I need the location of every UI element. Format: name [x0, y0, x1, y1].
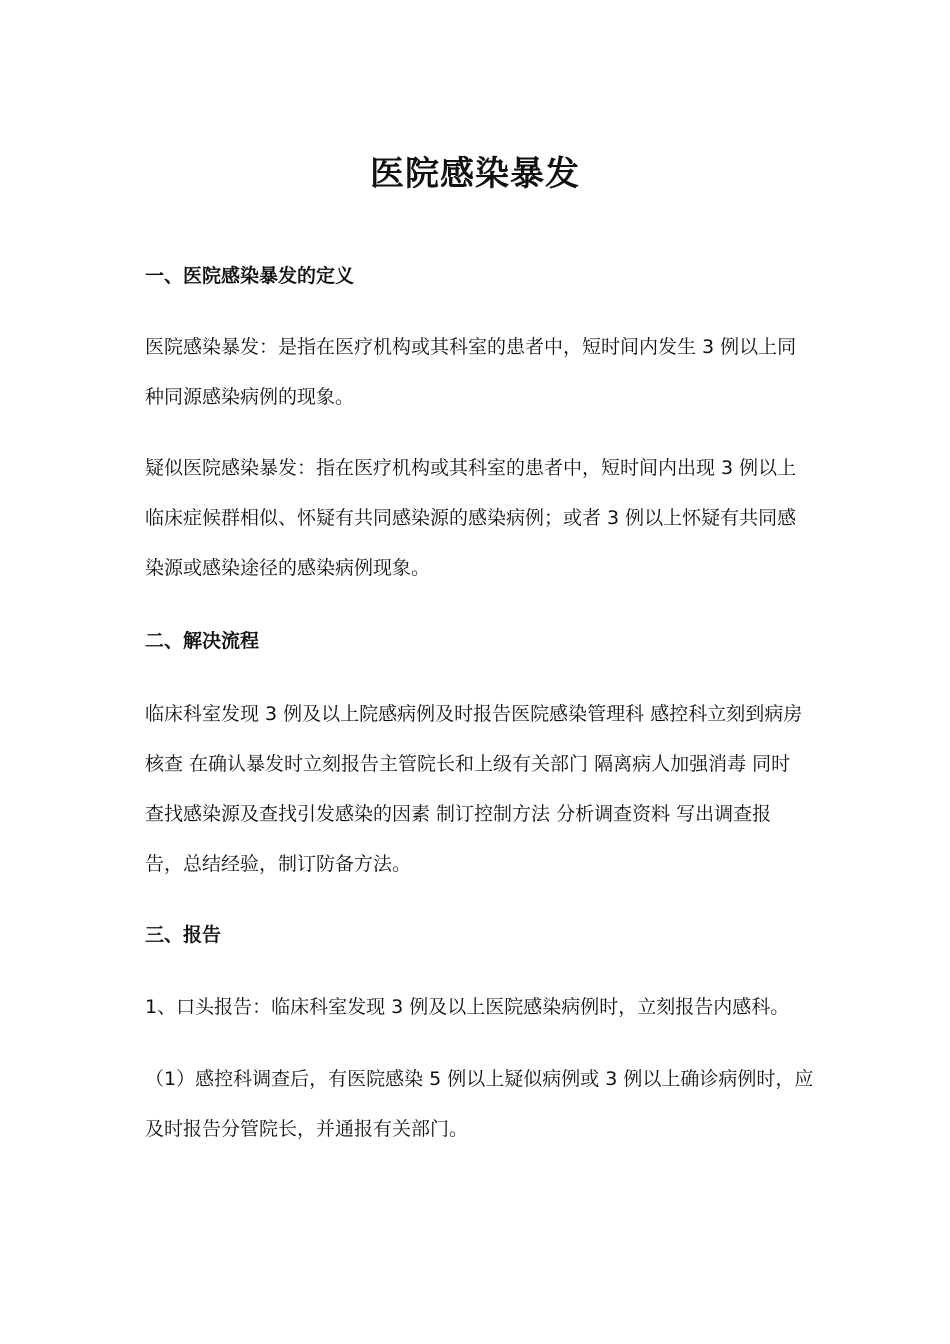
paragraph-suspected-outbreak-definition — [145, 443, 815, 593]
text-line: 1、口头报告：临床科室发现 3 例及以上医院感染病例时，立刻报告内感科。 — [145, 996, 790, 1018]
text-line: 告，总结经验，制订防备方法。 — [145, 853, 412, 875]
text-line: 核查 在确认暴发时立刻报告主管院长和上级有关部门 隔离病人加强消毒 同时 — [145, 753, 791, 775]
text-line: 临床症候群相似、怀疑有共同感染源的感染病例；或者 3 例以上怀疑有共同感 — [145, 507, 797, 529]
document-title: 医院感染暴发 — [370, 154, 580, 194]
text-line: 种同源感染病例的现象。 — [145, 386, 355, 408]
paragraph-process — [145, 689, 815, 889]
text-line: （1）感控科调查后，有医院感染 5 例以上疑似病例或 3 例以上确诊病例时，应 — [145, 1068, 814, 1090]
text-line: 及时报告分管院长，并通报有关部门。 — [145, 1118, 469, 1140]
text-line: 查找感染源及查找引发感染的因素 制订控制方法 分析调查资料 写出调查报 — [145, 803, 772, 825]
paragraph-verbal-report — [145, 982, 815, 1032]
text-line: 疑似医院感染暴发：指在医疗机构或其科室的患者中，短时间内出现 3 例以上 — [145, 457, 797, 479]
paragraph-infection-control-report — [145, 1054, 815, 1154]
text-line: 医院感染暴发：是指在医疗机构或其科室的患者中，短时间内发生 3 例以上同 — [145, 336, 797, 358]
section-heading-definition: 一、医院感染暴发的定义 — [145, 265, 355, 287]
section-heading-report: 三、报告 — [145, 924, 222, 946]
text-line: 临床科室发现 3 例及以上院感病例及时报告医院感染管理科 感控科立刻到病房 — [145, 703, 803, 725]
text-line: 染源或感染途径的感染病例现象。 — [145, 557, 431, 579]
section-heading-process: 二、解决流程 — [145, 630, 260, 652]
paragraph-outbreak-definition — [145, 322, 815, 422]
